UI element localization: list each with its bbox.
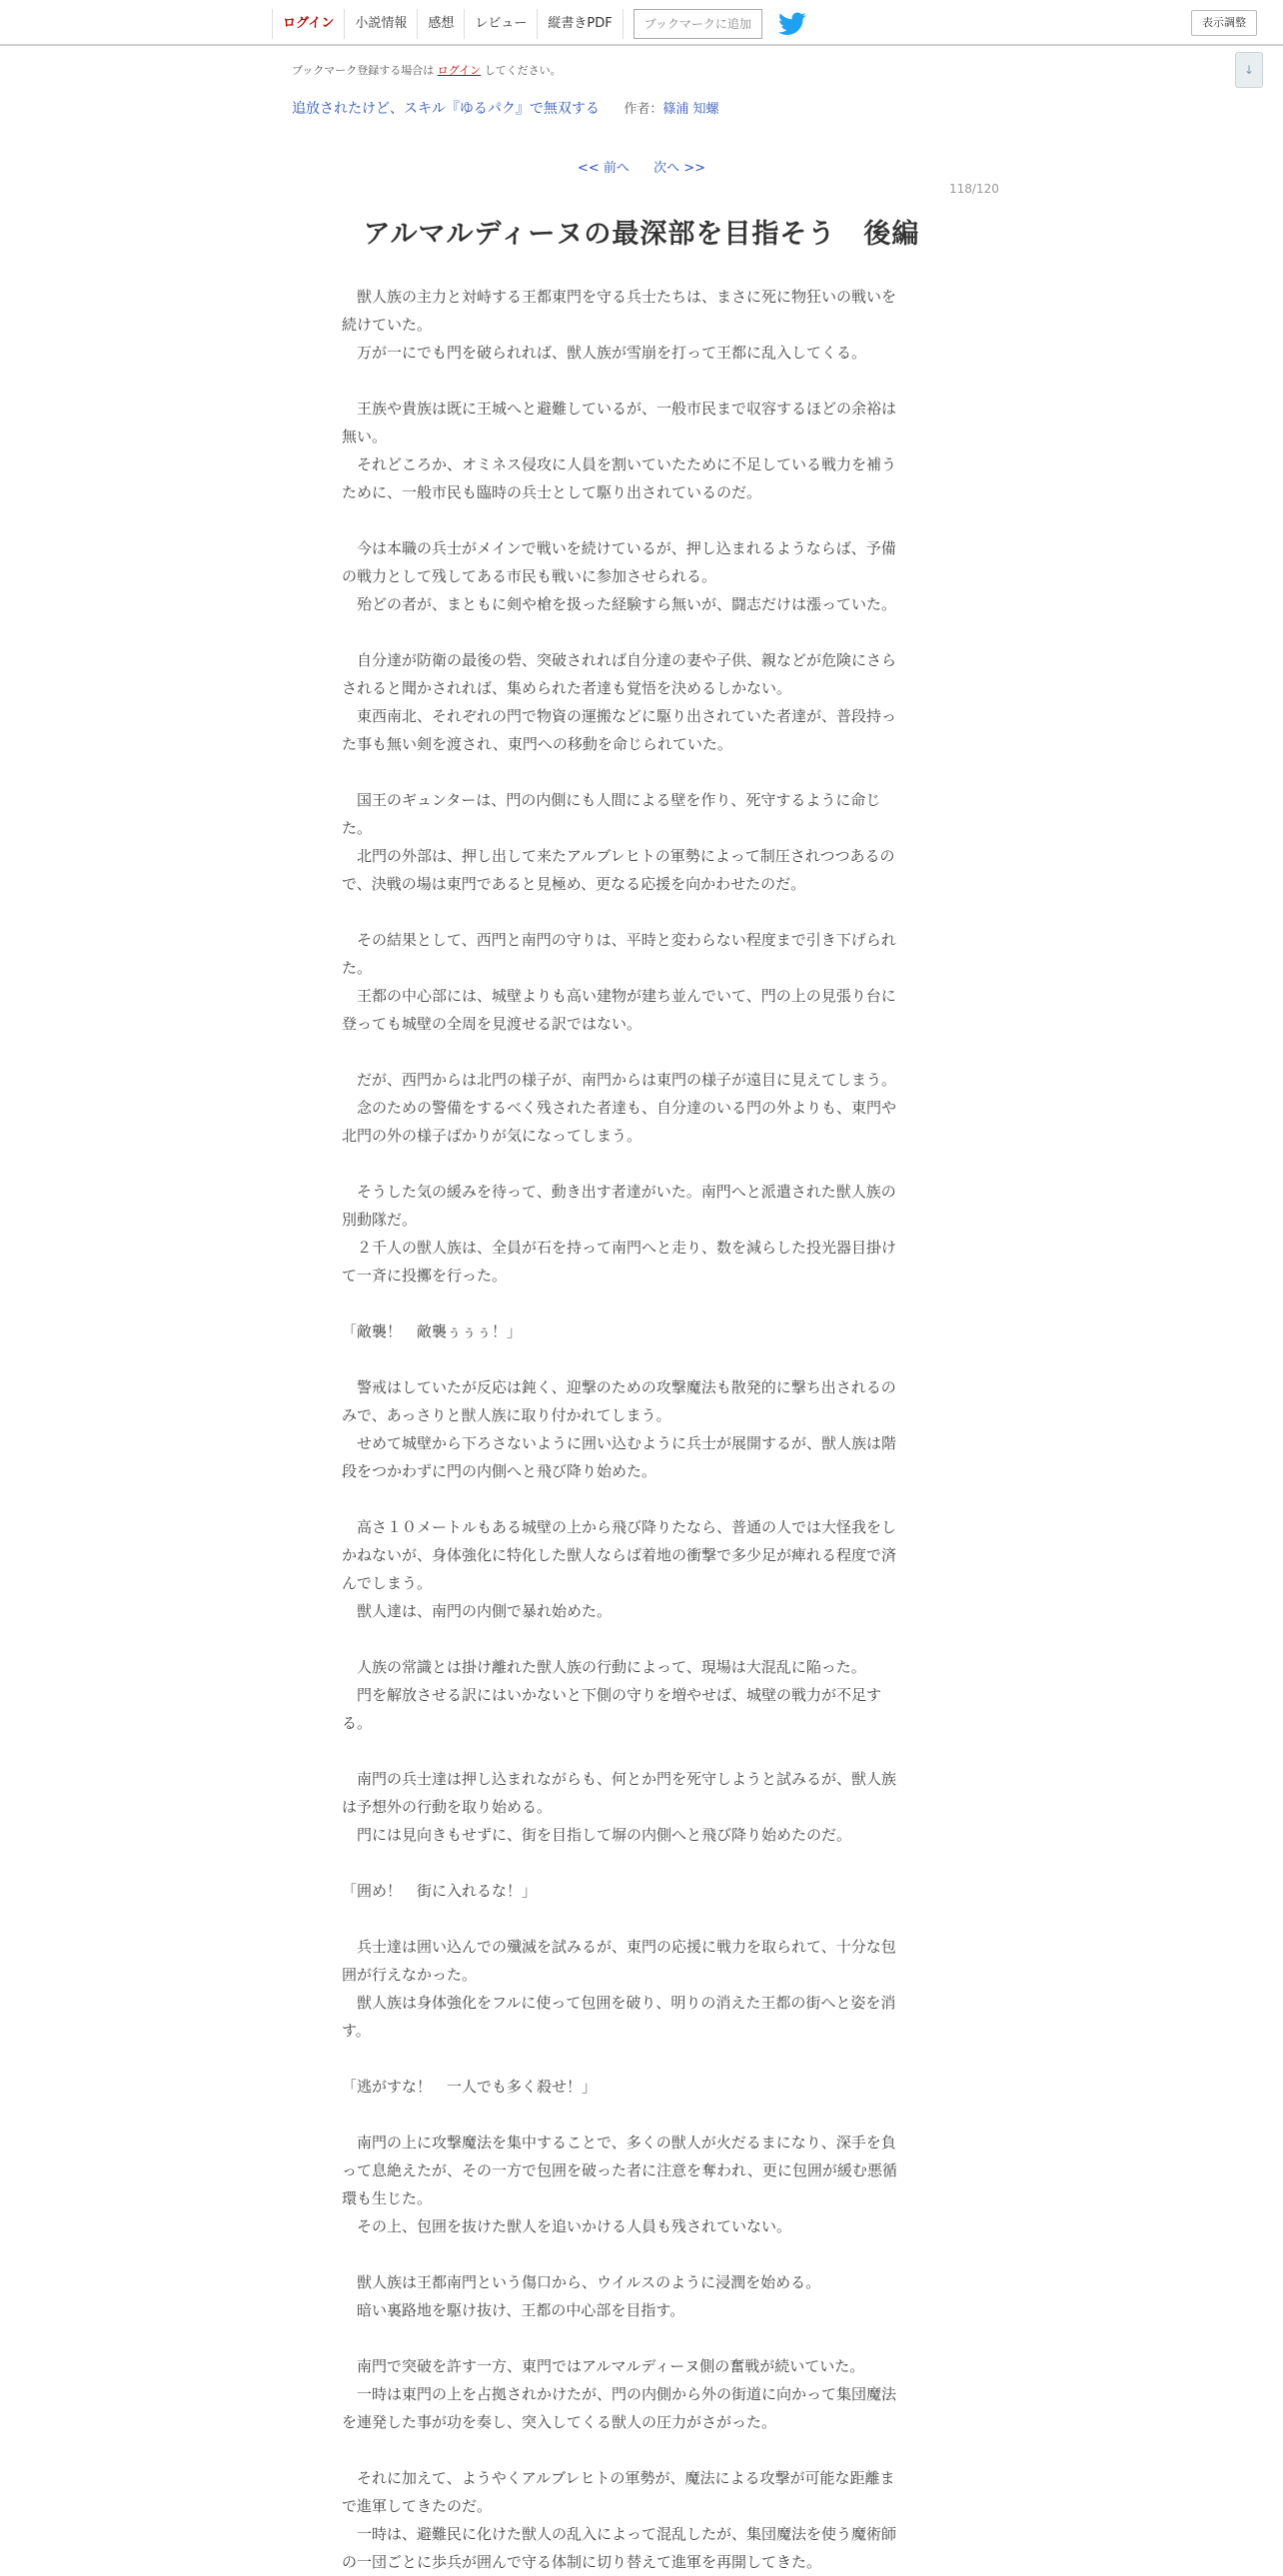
- body-line: す。: [342, 2022, 371, 2040]
- body-line: 囲が行えなかった。: [342, 1966, 478, 1984]
- body-line: 一時は東門の上を占拠されかけたが、門の内側から外の街道に向かって集団魔法: [342, 2385, 897, 2403]
- body-line: 南門の上に攻撃魔法を集中することで、多くの獣人が火だるまになり、深手を負: [342, 2134, 896, 2151]
- body-line: た。: [342, 959, 373, 977]
- body-line: それに加えて、ようやくアルブレヒトの軍勢が、魔法による攻撃が可能な距離ま: [342, 2469, 895, 2487]
- prev-chapter-link[interactable]: << 前へ: [578, 161, 630, 176]
- body-line: されると聞かされれば、集められた者達も覚悟を決めるしかない。: [342, 679, 792, 697]
- body-line: で、決戦の場は東門であると見極め、更なる応援を向かわせたのだ。: [342, 875, 806, 893]
- body-line: [342, 1905, 937, 1933]
- body-line: 殆どの者が、まともに剣や槍を扱った経験すら無いが、闘志だけは漲っていた。: [342, 595, 897, 613]
- novel-title-link[interactable]: 追放されたけど、スキル『ゆるパク』で無双する: [292, 101, 600, 117]
- body-line: [342, 2240, 937, 2268]
- body-line: [342, 1737, 937, 1765]
- body-line: みで、あっさりと獣人族に取り付かれてしまう。: [342, 1406, 671, 1424]
- login-note-before: ブックマーク登録する場合は: [292, 64, 435, 77]
- body-line: 「逃がすな！ 一人でも多く殺せ！」: [342, 2078, 598, 2096]
- body-line: その上、包囲を抜けた獣人を追いかける人員も残されていない。: [342, 2217, 792, 2235]
- body-line: の戦力として残してある市民も戦いに参加させられる。: [342, 567, 717, 585]
- nav-login[interactable]: ログイン: [272, 9, 344, 39]
- nav-menu: [272, 9, 806, 39]
- body-line: 王都の中心部には、城壁よりも高い建物が建ち並んでいて、門の上の見張り台に: [342, 987, 896, 1005]
- nav-vertical-pdf[interactable]: 縦書きPDF: [537, 9, 623, 39]
- body-line: 別動隊だ。: [342, 1211, 418, 1229]
- chapter-pager: [0, 157, 1283, 176]
- body-line: だが、西門からは北門の様子が、南門からは東門の様子が遠目に見えてしまう。: [342, 1071, 897, 1089]
- body-line: [342, 1150, 937, 1178]
- add-bookmark-button[interactable]: ブックマークに追加: [634, 9, 762, 39]
- login-note-after: してください。: [484, 64, 562, 77]
- body-line: 万が一にでも門を破られれば、獣人族が雪崩を打って王都に乱入してくる。: [342, 344, 867, 362]
- body-line: 国王のギュンターは、門の内側にも人間による壁を作り、死守するように命じ: [342, 791, 881, 809]
- body-line: 東西南北、それぞれの門で物資の運搬などに駆り出されていた者達が、普段持っ: [342, 707, 897, 725]
- body-line: [342, 367, 937, 395]
- body-line: [342, 618, 937, 646]
- twitter-icon[interactable]: [778, 12, 806, 36]
- login-link[interactable]: ログイン: [437, 64, 482, 77]
- body-line: って息絶えたが、その一方で包囲を破った者に注意を奪われ、更に包囲が緩む悪循: [342, 2161, 897, 2179]
- body-line: た事も無い剣を渡され、東門への移動を命じられていた。: [342, 735, 732, 753]
- body-line: そうした気の緩みを待って、動き出す者達がいた。南門へと派遣された獣人族の: [342, 1183, 896, 1201]
- body-line: その結果として、西門と南門の守りは、平時と変わらない程度まで引き下げられ: [342, 931, 896, 949]
- body-line: かねないが、身体強化に特化した獣人ならば着地の衝撃で多少足が痺れる程度で済: [342, 1546, 897, 1564]
- body-line: 自分達が防衛の最後の砦、突破されれば自分達の妻や子供、親などが危険にさら: [342, 651, 897, 669]
- display-settings-button[interactable]: 表示調整: [1191, 10, 1257, 36]
- nav-impressions[interactable]: 感想: [417, 9, 464, 39]
- bookmark-login-note: [292, 62, 562, 78]
- body-line: 北門の外部は、押し出して来たアルブレヒトの軍勢によって制圧されつつあるの: [342, 847, 895, 865]
- body-line: 「敵襲！ 敵襲ぅぅぅ！」: [342, 1322, 523, 1340]
- body-line: 無い。: [342, 428, 388, 445]
- body-line: 人族の常識とは掛け離れた獣人族の行動によって、現場は大混乱に陥った。: [342, 1658, 866, 1676]
- body-line: [342, 2101, 937, 2129]
- novel-header: [292, 98, 718, 118]
- body-line: [342, 1625, 937, 1653]
- body-line: 王族や貴族は既に王城へと避難しているが、一般市民まで収容するほどの余裕は: [342, 400, 897, 418]
- body-line: 兵士達は囲い込んでの殲滅を試みるが、東門の応援に戦力を取られて、十分な包: [342, 1938, 896, 1956]
- novel-body-text: [342, 283, 937, 2576]
- body-line: [342, 1345, 937, 1373]
- author-link[interactable]: 篠浦 知螺: [662, 102, 719, 117]
- body-line: 続けていた。: [342, 316, 433, 334]
- body-line: の一団ごとに歩兵が囲んで守る体制に切り替えて進軍を再開してきた。: [342, 2553, 822, 2571]
- body-line: 獣人族は身体強化をフルに使って包囲を破り、明りの消えた王都の街へと姿を消: [342, 1994, 896, 2012]
- body-line: [342, 1038, 937, 1066]
- nav-novel-info[interactable]: 小説情報: [344, 9, 417, 39]
- body-line: 門を解放させる訳にはいかないと下側の守りを増やせば、城壁の戦力が不足す: [342, 1686, 882, 1704]
- body-line: [342, 1849, 937, 1877]
- body-line: 南門で突破を許す一方、東門ではアルマルディーヌ側の奮戦が続いていた。: [342, 2357, 865, 2375]
- body-line: 環も生じた。: [342, 2189, 433, 2207]
- body-line: 警戒はしていたが反応は鈍く、迎撃のための攻撃魔法も散発的に撃ち出されるの: [342, 1378, 896, 1396]
- body-line: る。: [342, 1714, 373, 1732]
- nav-review[interactable]: レビュー: [464, 9, 537, 39]
- body-line: [342, 1289, 937, 1317]
- body-line: 暗い裏路地を駆け抜け、王都の中心部を目指す。: [342, 2301, 685, 2319]
- body-line: で進軍してきたのだ。: [342, 2497, 493, 2515]
- body-line: それどころか、オミネス侵攻に人員を割いていたために不足している戦力を補う: [342, 455, 897, 473]
- body-line: [342, 1485, 937, 1513]
- next-chapter-link[interactable]: 次へ >>: [653, 161, 705, 176]
- body-line: [342, 2045, 937, 2073]
- body-line: 獣人族は王都南門という傷口から、ウイルスのように浸潤を始める。: [342, 2273, 821, 2291]
- body-line: た。: [342, 819, 373, 837]
- body-line: [342, 898, 937, 926]
- scroll-down-arrow-icon[interactable]: ↓: [1235, 52, 1263, 88]
- body-line: 門には見向きもせずに、街を目指して塀の内側へと飛び降り始めたのだ。: [342, 1826, 852, 1844]
- body-line: 一時は、避難民に化けた獣人の乱入によって混乱したが、集団魔法を使う魔術師: [342, 2525, 897, 2543]
- body-line: 今は本職の兵士がメインで戦いを続けているが、押し込まれるようならば、予備: [342, 539, 896, 557]
- body-line: んでしまう。: [342, 1574, 433, 1592]
- author-label: 作者：: [624, 102, 663, 117]
- body-line: は予想外の行動を取り始める。: [342, 1798, 553, 1816]
- body-line: 獣人達は、南門の内側で暴れ始めた。: [342, 1602, 613, 1620]
- body-line: 獣人族の主力と対峙する王都東門を守る兵士たちは、まさに死に物狂いの戦いを: [342, 288, 897, 306]
- body-line: [342, 506, 937, 534]
- body-line: 登っても城壁の全周を見渡せる訳ではない。: [342, 1015, 642, 1033]
- body-line: 念のための警備をするべく残された者達も、自分達のいる門の外よりも、東門や: [342, 1099, 897, 1117]
- top-navigation-bar: [0, 0, 1283, 46]
- chapter-title: アルマルディーヌの最深部を目指そう 後編: [363, 219, 920, 250]
- body-line: 北門の外の様子ばかりが気になってしまう。: [342, 1127, 642, 1145]
- body-line: を連発した事が功を奏し、突入してくる獣人の圧力がさがった。: [342, 2413, 777, 2431]
- body-line: 高さ１０メートルもある城壁の上から飛び降りたなら、普通の人では大怪我をし: [342, 1518, 897, 1536]
- body-line: せめて城壁から下ろさないように囲い込むように兵士が展開するが、獣人族は階: [342, 1434, 897, 1452]
- body-line: [342, 2436, 937, 2464]
- body-line: 段をつかわずに門の内側へと飛び降り始めた。: [342, 1462, 657, 1480]
- chapter-number: 118/120: [949, 182, 999, 196]
- body-line: [342, 758, 937, 786]
- body-line: ために、一般市民も臨時の兵士として駆り出されているのだ。: [342, 483, 762, 501]
- body-line: 南門の兵士達は押し込まれながらも、何とか門を死守しようと試みるが、獣人族: [342, 1770, 897, 1788]
- body-line: て一斉に投擲を行った。: [342, 1267, 508, 1285]
- body-line: 「囲め！ 街に入れるな！」: [342, 1882, 538, 1900]
- body-line: [342, 2324, 937, 2352]
- body-line: ２千人の獣人族は、全員が石を持って南門へと走り、数を減らした投光器目掛け: [342, 1239, 897, 1257]
